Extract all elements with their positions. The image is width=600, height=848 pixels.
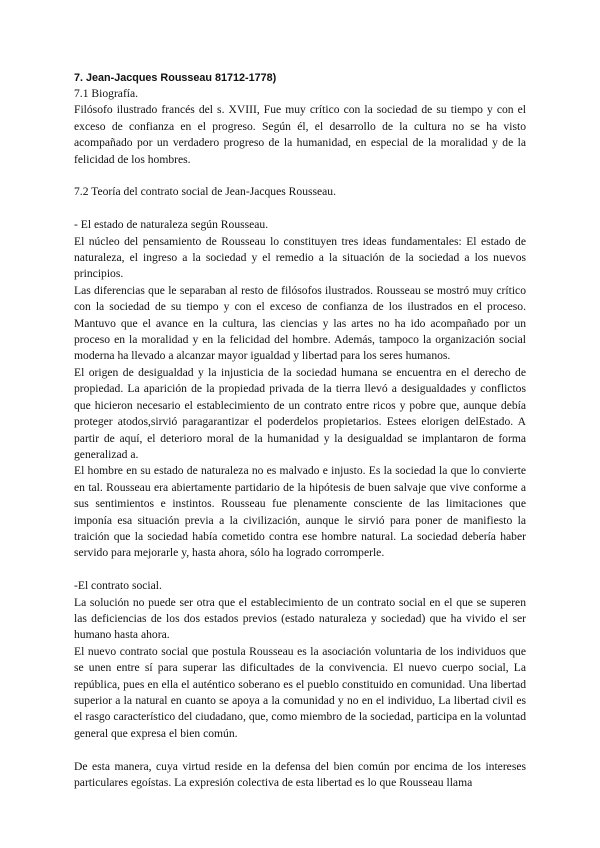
spacer xyxy=(74,201,526,217)
biography-paragraph: Filósofo ilustrado francés del s. XVIII, Fue muy crítico con la sociedad de su tiempo y con el exceso de confianza en el progreso. Según él, el desarrollo de la cultura no se ha visto acompañado por un verdadero progreso de la humanidad, en especial de la moralidad y de la felicidad de los hombres. xyxy=(74,103,526,166)
social-contract-paragraph-2: El nuevo contrato social que postula Rousseau es la asociación voluntaria de los individuos que se unen entre sí para superar las dificultades de la convivencia. El nuevo cuerpo social, La república, pues en ella el auténtico soberano es el pueblo constituido en comunidad. Una libertad superior a la natural en cuanto se apoya a la comunidad y no en el individuo, La libertad civil es el rasgo característico del ciudadano, que, como miembro de la sociedad, participa en la voluntad general que expresa el bien común. xyxy=(74,644,526,740)
contract-theory-title: 7.2 Teoría del contrato social de Jean-Jacques Rousseau. xyxy=(74,185,337,199)
spacer xyxy=(74,168,526,184)
biography-title: 7.1 Biografía. xyxy=(74,87,139,100)
state-of-nature-paragraph-4: El hombre en su estado de naturaleza no es malvado e injusto. Es la sociedad la que lo convierte en tal. Rousseau era abiertamente partidario de la hipótesis de buen salvaje que vive conforme a sus sentimientos e instintos. Rousseau fue plenamente consciente de las limitaciones que imponía esa situación previa a la civilización, aunque le sirvió para poner de manifiesto la traición que la sociedad había cometido contra ese hombre natural. La sociedad debería haber servido para mejorarle y, hasta ahora, sólo ha logrado corromperle. xyxy=(74,464,526,560)
document-page xyxy=(74,70,526,791)
social-contract-paragraph-1: La solución no puede ser otra que el establecimiento de un contrato social en el que se superen las deficiencias de los dos estados previos (estado naturaleza y sociedad) que ha vivido el ser humano hasta ahora. xyxy=(74,595,526,642)
state-of-nature-paragraph-1: El núcleo del pensamiento de Rousseau lo constituyen tres ideas fundamentales: El estado de naturaleza, el ingreso a la sociedad y el remedio a la situación de la sociedad a los nuevos principios. xyxy=(74,234,526,281)
final-paragraph: De esta manera, cuya virtud reside en la defensa del bien común por encima de los intereses particulares egoístas. La expresión colectiva de esta libertad es lo que Rousseau llama xyxy=(74,759,526,789)
state-of-nature-paragraph-2: Las diferencias que le separaban al resto de filósofos ilustrados. Rousseau se mostró muy crítico con la sociedad de su tiempo y con el exceso de confianza de los ilustrados en el proceso. Mantuvo que el avance en la cultura, las ciencias y las artes no ha ido acompañado por un proceso en la moralidad y en la felicidad del hombre. Además, tampoco la organización social moderna ha llevado a alcanzar mayor igualdad y libertad para los seres humanos. xyxy=(74,283,526,363)
section-heading: 7. Jean-Jacques Rousseau 81712-1778) xyxy=(74,72,277,84)
state-of-nature-paragraph-3: El origen de desigualdad y la injusticia de la sociedad humana se encuentra en el derecho de propiedad. La aparición de la propiedad privada de la tierra llevó a desigualdades y conflictos que hicieron necesario el establecimiento de un contrato entre ricos y pobre que, aunque debía proteger atodos,sirvió paragarantizar el poderdelos propietarios. Estees elorigen delEstado. A partir de aquí, el deterioro moral de la humanidad y la desigualdad se implantaron de forma generalizad a. xyxy=(74,365,526,461)
state-of-nature-title: - El estado de naturaleza según Rousseau. xyxy=(74,218,269,232)
spacer xyxy=(74,742,526,758)
spacer xyxy=(74,562,526,578)
social-contract-title: -El contrato social. xyxy=(74,579,162,593)
